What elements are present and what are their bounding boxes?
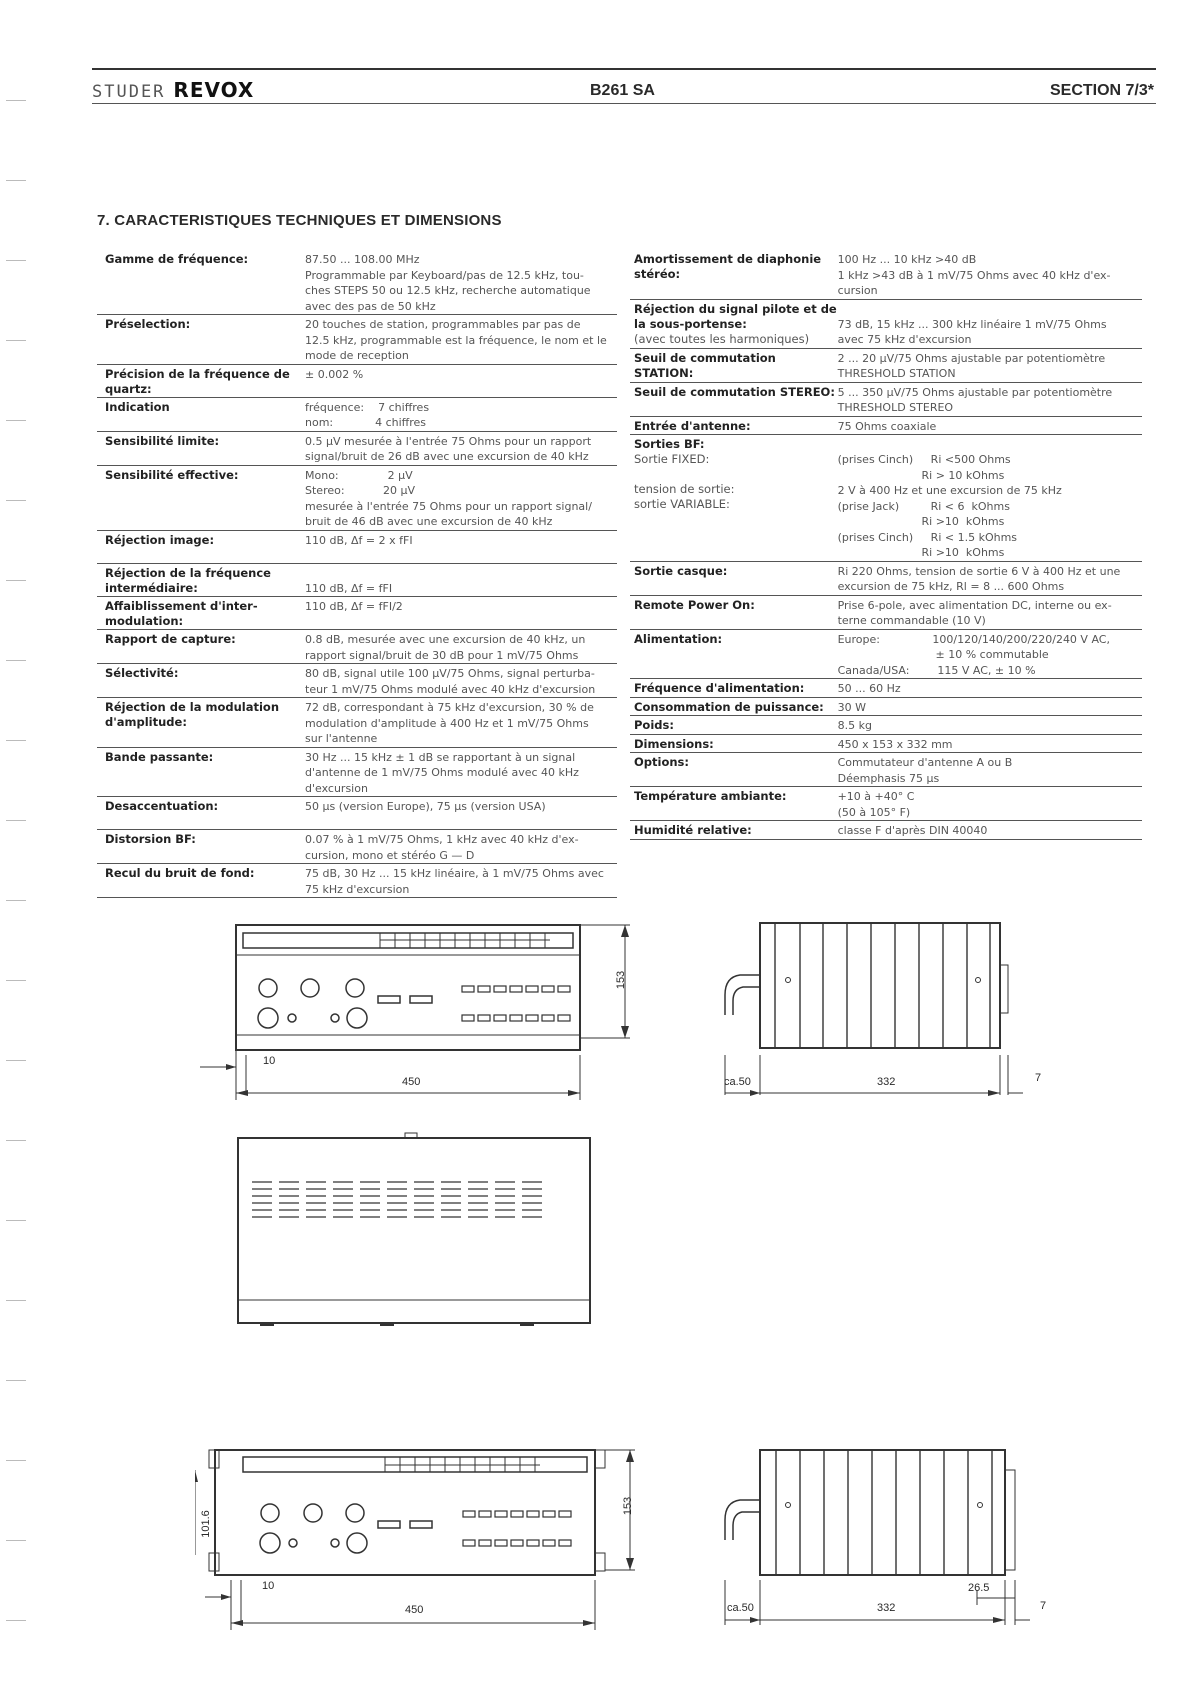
right-value: classe F d'après DIN 40040 (837, 824, 988, 837)
right-value: Ri 220 Ohms, tension de sortie 6 V à 400 Hz et une excursion de 75 kHz, Rl = 8 ... 600 Ohms (837, 564, 1121, 593)
right-row (630, 349, 1142, 383)
left-row (97, 748, 617, 798)
left-value: 110 dB, Δf = 2 x fFI (305, 533, 413, 547)
right-label: Sorties BF: Sortie FIXED: tension de sortie: sortie VARIABLE: (630, 435, 838, 561)
left-row (97, 466, 617, 531)
right-value: 5 ... 350 µV/75 Ohms ajustable par potentiomètre THRESHOLD STEREO (837, 385, 1113, 414)
left-value: 80 dB, signal utile 100 µV/75 Ohms, signal perturba- teur 1 mV/75 Ohms modulé avec 40 kHz d'excursion (305, 667, 596, 696)
rack-side-depth-label: 332 (877, 1602, 896, 1614)
left-label: Réjection de la fréquence intermédiaire: (105, 565, 271, 595)
section-number: SECTION 7/3* (1049, 82, 1154, 99)
left-value: 0.07 % à 1 mV/75 Ohms, 1 kHz avec 40 kHz d'ex- cursion, mono et stéréo G — D (305, 833, 579, 862)
right-label: Alimentation: (634, 631, 723, 646)
right-label: Humidité relative: (634, 823, 752, 837)
right-row (630, 630, 1142, 680)
right-row (630, 596, 1142, 630)
side-depth-label: 332 (877, 1076, 896, 1088)
right-value: 30 W (837, 700, 866, 714)
right-row (630, 250, 1142, 300)
brand-logo (92, 78, 254, 103)
right-label: Consommation de puissance: (634, 699, 824, 714)
right-row (630, 417, 1142, 436)
right-label: Fréquence d'alimentation: (634, 681, 805, 695)
right-value: Commutateur d'antenne A ou B Déemphasis 75 µs (837, 756, 1013, 785)
front-offset-label: 10 (263, 1055, 276, 1067)
right-value: (prises Cinch) Ri <500 Ohms Ri > 10 kOhms 2 V à 400 Hz et une excursion de 75 kHz (prise Jack) Ri < 6 kOhms Ri >10 kOhms (prises Cinch) Ri < 1.5 kOhms Ri >10 kOhms (837, 453, 1062, 559)
right-sublabel: sortie VARIABLE: (634, 497, 730, 511)
rack-height-label: 101.6 (199, 1510, 212, 1538)
left-value: 0.8 dB, mesurée avec une excursion de 40 kHz, un rapport signal/bruit de 30 dB pour 1 mV/75 Ohms (305, 633, 586, 662)
right-sublabel (634, 467, 838, 482)
left-value: 30 Hz ... 15 kHz ± 1 dB se rapportant à un signal d'antenne de 1 mV/75 Ohms modulé avec 40 kHz d'excursion (305, 750, 579, 795)
front-height-label: 153 (615, 970, 628, 990)
left-row (97, 830, 617, 864)
left-label: Sensibilité effective: (105, 467, 239, 482)
left-row (97, 564, 617, 598)
right-row (630, 787, 1142, 821)
right-sublabel: (avec toutes les harmoniques) (634, 331, 810, 346)
right-label: Température ambiante: (634, 789, 787, 803)
left-row (97, 398, 617, 432)
left-row (97, 664, 617, 698)
left-row (97, 797, 617, 830)
right-label: Dimensions: (634, 736, 714, 751)
left-row (97, 250, 617, 315)
rack-offset-label: 10 (262, 1580, 275, 1592)
left-row (97, 698, 617, 748)
left-row (97, 597, 617, 630)
left-label: Affaiblissement d'inter-modulation: (105, 599, 258, 628)
right-label: Réjection du signal pilote et de la sous-portense: (avec toutes les harmoniques) (634, 301, 837, 346)
right-value: Europe: 100/120/140/200/220/240 V AC, ± 10 % commutable Canada/USA: 115 V AC, ± 10 % (837, 632, 1110, 677)
left-value: fréquence: 7 chiffres nom: 4 chiffres (305, 400, 430, 429)
right-value: 2 ... 20 µV/75 Ohms ajustable par potentiomètre THRESHOLD STATION (837, 351, 1106, 380)
left-value: ± 0.002 % (305, 367, 364, 381)
right-label: Entrée d'antenne: (634, 418, 751, 433)
right-spec-table (630, 250, 1142, 840)
front-width-label: 450 (402, 1076, 421, 1088)
left-value: Mono: 2 µV Stereo: 20 µV mesurée à l'entrée 75 Ohms pour un rapport signal/ bruit de 46 dB avec une excursion de 40 kHz (305, 468, 592, 528)
rack-front-height-label: 153 (622, 1496, 635, 1516)
rack-side-cable-label: ca.50 (727, 1602, 754, 1614)
right-row (630, 383, 1142, 417)
left-value: 72 dB, correspondant à 75 kHz d'excursion, 30 % de modulation d'amplitude à 400 Hz et 1 mV/75 Ohms sur l'antenne (305, 701, 594, 745)
left-row (97, 315, 617, 365)
left-label: Réjection image: (105, 532, 215, 547)
left-label: Bande passante: (105, 749, 214, 764)
left-value: 20 touches de station, programmables par pas de 12.5 kHz, programmable est la fréquence, le nom et le mode de reception (305, 318, 607, 362)
left-row (97, 365, 617, 398)
side-offset-label: 7 (1035, 1072, 1042, 1084)
left-label: Réjection de la modulation d'amplitude: (105, 700, 280, 729)
model-number: B261 SA (590, 82, 655, 99)
right-row (630, 753, 1142, 787)
left-label: Desaccentuation: (105, 799, 219, 813)
side-cable-label: ca.50 (724, 1076, 751, 1088)
left-label: Précision de la fréquence de quartz: (105, 366, 290, 396)
right-row (630, 735, 1142, 754)
left-label: Distorsion BF: (105, 832, 196, 846)
header-rule-bottom (92, 103, 1156, 104)
left-label: Gamme de fréquence: (105, 252, 249, 266)
left-label: Préselection: (105, 317, 191, 331)
right-value: Prise 6-pole, avec alimentation DC, interne ou ex- terne commandable (10 V) (837, 598, 1112, 627)
right-value: 450 x 153 x 332 mm (837, 737, 953, 751)
right-label: Poids: (634, 718, 674, 732)
right-label: Sortie casque: (634, 563, 728, 578)
left-value: 110 dB, Δf = fFI/2 (305, 600, 403, 613)
right-value: 8.5 kg (837, 719, 872, 732)
right-row (630, 300, 1142, 349)
left-value: 75 dB, 30 Hz ... 15 kHz linéaire, à 1 mV/75 Ohms avec 75 kHz d'excursion (305, 867, 604, 896)
top-view-drawing (230, 1130, 600, 1330)
left-row (97, 630, 617, 664)
left-label: Sélectivité: (105, 666, 179, 680)
left-label: Rapport de capture: (105, 632, 236, 646)
right-sublabel: Sortie FIXED: (634, 452, 710, 466)
right-row (630, 698, 1142, 717)
rack-width-label: 450 (405, 1604, 424, 1616)
right-label: Seuil de commutation STEREO: (634, 384, 835, 399)
front-view-drawing (200, 915, 660, 1105)
right-value: 100 Hz ... 10 kHz >40 dB 1 kHz >43 dB à 1 mV/75 Ohms avec 40 kHz d'ex- cursion (837, 253, 1111, 297)
right-value: +10 à +40° C (50 à 105° F) (837, 790, 915, 819)
side-view-drawing (705, 915, 1045, 1105)
page-title: 7. CARACTERISTIQUES TECHNIQUES ET DIMENSIONS (97, 212, 502, 229)
right-row (630, 435, 1142, 562)
right-value: 73 dB, 15 kHz ... 300 kHz linéaire 1 mV/75 Ohms avec 75 kHz d'excursion (837, 317, 1107, 346)
right-label: Amortissement de diaphonie stéréo: (634, 252, 822, 281)
right-value: 75 Ohms coaxiale (837, 419, 937, 433)
rack-front-drawing (195, 1445, 655, 1635)
left-row (97, 432, 617, 466)
right-row (630, 716, 1142, 735)
left-value: 0.5 µV mesurée à l'entrée 75 Ohms pour un rapport signal/bruit de 26 dB avec une excursion de 40 kHz (305, 434, 592, 463)
left-label: Sensibilité limite: (105, 433, 220, 448)
left-label: Indication (105, 399, 170, 414)
right-row (630, 821, 1142, 840)
rack-side-ear-label: 26.5 (968, 1582, 990, 1594)
left-row (97, 531, 617, 564)
right-sublabel: tension de sortie: (634, 482, 735, 496)
left-value: 50 µs (version Europe), 75 µs (version USA) (305, 800, 546, 813)
brand-revox: REVOX (173, 78, 255, 102)
brand-studer: STUDER (92, 82, 166, 102)
left-value: 110 dB, Δf = fFI (305, 581, 393, 595)
right-label: Seuil de commutation STATION: (634, 350, 776, 380)
right-row (630, 679, 1142, 698)
right-row (630, 562, 1142, 596)
header-rule-top (92, 68, 1156, 70)
right-value: 50 ... 60 Hz (837, 682, 901, 695)
left-row (97, 864, 617, 898)
left-label: Recul du bruit de fond: (105, 866, 255, 880)
right-label: Options: (634, 755, 689, 769)
left-value: 87.50 ... 108.00 MHz Programmable par Keyboard/pas de 12.5 kHz, tou- ches STEPS 50 ou 12.5 kHz, recherche automatique avec des pas de 50 kHz (305, 253, 591, 313)
left-spec-table (97, 250, 617, 898)
rack-side-offset-label: 7 (1040, 1600, 1047, 1612)
right-label: Remote Power On: (634, 597, 755, 612)
